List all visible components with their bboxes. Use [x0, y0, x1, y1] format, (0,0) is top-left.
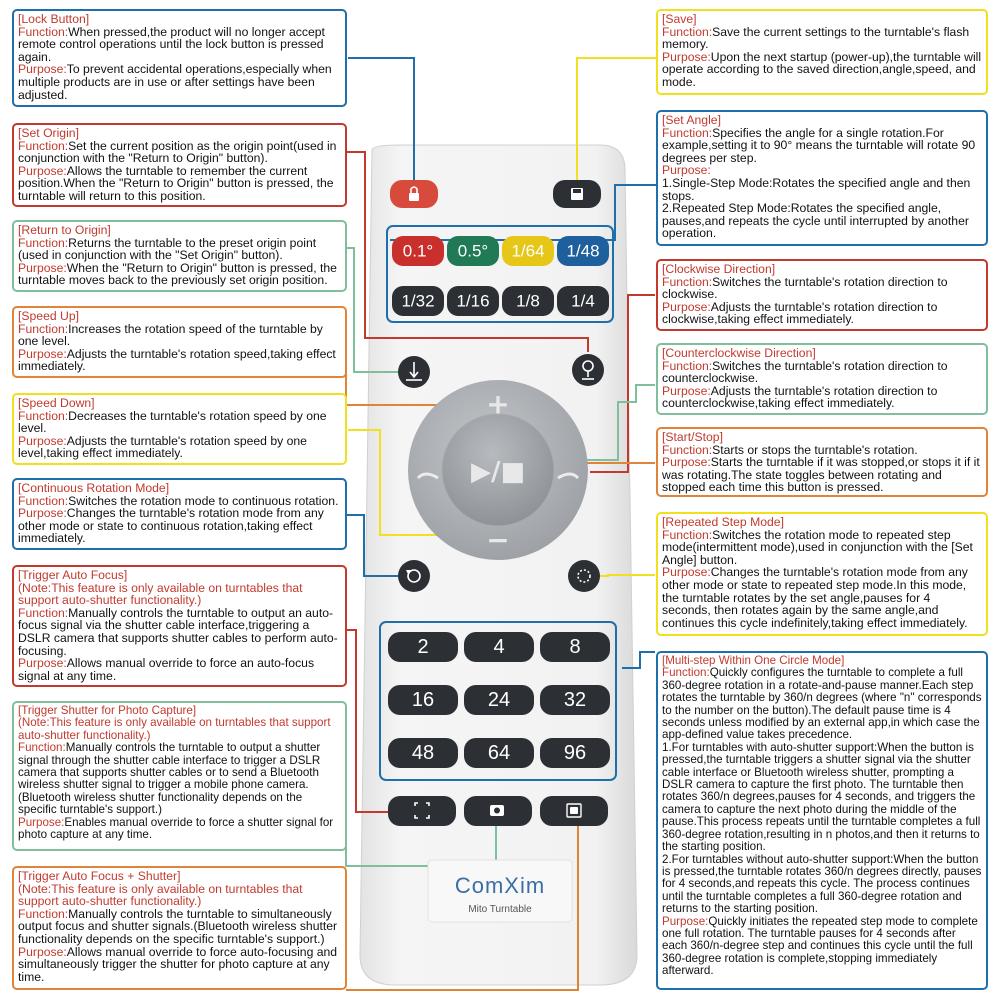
brand-name: ComXim — [454, 873, 546, 898]
function-text: Manually controls the turntable to simultaneously output focus and shutter signals.(Bluetooth wireless shutter functionality depends on the specific turntable's support.) — [18, 906, 338, 946]
function-text: Returns the turntable to the preset origin point (used in conjunction with the "Set Origin" button). — [18, 235, 317, 263]
continuous-rotation-button[interactable] — [398, 560, 430, 592]
callout-return-origin — [12, 220, 347, 292]
function-text: Switches the rotation mode to continuous rotation. — [68, 493, 339, 508]
callout-speed-up — [12, 306, 347, 378]
purpose-text: Starts the turntable if it was stopped,or stops it if it was rotating.The state toggles between rotating and stopped each time this button is pressed. — [662, 455, 980, 495]
purpose-label: Purpose: — [18, 656, 67, 671]
angle-button-label: 1/16 — [456, 291, 490, 311]
angle-button-label: 1/64 — [511, 241, 545, 261]
callout-note: (Note:This feature is only available on turntables that support auto-shutter functionality.) — [18, 580, 303, 608]
function-text: Manually controls the turntable to output an auto-focus signal via the shutter cable interface,triggering a DSLR camera that supports shutter cables to perform auto-focusing. — [18, 605, 338, 658]
function-text: Manually controls the turntable to output a shutter signal through the shutter cable interface to trigger a DSLR camera that supports shutter cables or to send a Bluetooth wireless shutter signal to trigger a mobile phone camera.(Bluetooth wireless shutter functionality depends on the specific turntable's support.) — [18, 741, 321, 817]
function-text: Save the current settings to the turntable's flash memory. — [662, 24, 970, 52]
function-label: Function: — [18, 235, 69, 250]
function-label: Function: — [18, 24, 69, 39]
function-text: Switches the turntable's rotation direction to clockwise. — [662, 274, 948, 302]
purpose-text: Allows the turntable to remember the current position.When the "Return to Origin" button is pressed, the turntable will return to this position. — [18, 163, 334, 203]
multi-step-button-label: 48 — [411, 742, 435, 764]
callout-speed-down — [12, 393, 347, 465]
multi-step-button-label: 16 — [411, 689, 435, 711]
brand-model: Mito Turntable — [468, 904, 532, 915]
purpose-label: Purpose: — [18, 62, 67, 77]
function-label: Function: — [662, 274, 713, 289]
function-label: Function: — [662, 527, 713, 542]
callout-title: [Repeated Step Mode] — [662, 515, 784, 529]
purpose-text: Quickly initiates the repeated step mode to complete one full rotation. The turntable pauses for 4 seconds after each 360/n-degree step and continues this cycle until the full 360-degree rotation is complete,stopping immediately afterward. — [662, 914, 978, 978]
callout-title: [Continuous Rotation Mode] — [18, 481, 170, 495]
callout-multi-step — [656, 651, 988, 990]
purpose-text: Changes the turntable's rotation mode from any other mode or state to repeated step mode.In this mode, the turntable rotates by the set angle,pauses for 4 seconds, then rotates again by the same angle,and continues this cycle indefinitely,taking effect immediately. — [662, 565, 968, 630]
multi-step-button-label: 32 — [563, 689, 587, 711]
purpose-label: Purpose: — [18, 346, 67, 361]
purpose-line-2: 2.Repeated Step Mode:Rotates the specified angle, pauses,and repeats the cycle until interrupted by another operation. — [662, 201, 969, 241]
function-label: Function: — [662, 24, 713, 39]
multi-step-button-label: 4 — [493, 636, 505, 658]
purpose-label: Purpose: — [662, 299, 711, 314]
function-text: Switches the turntable's rotation direction to counterclockwise. — [662, 358, 948, 386]
callout-save — [656, 9, 988, 95]
speed-down-button[interactable]: − — [486, 523, 510, 557]
angle-button-label: 1/32 — [401, 291, 435, 311]
callout-trigger-shutter — [12, 701, 347, 851]
function-line-2: 2.For turntables without auto-shutter support:When the button is pressed,the turntable rotates 360/n degrees directly, pauses for 4 seconds,and repeats this cycle. The process continues until the turntable completes a full 360-degree rotation and returns to the starting position. — [662, 852, 982, 916]
purpose-label: Purpose: — [18, 163, 67, 178]
callout-title: [Lock Button] — [18, 12, 90, 26]
function-label: Function: — [18, 906, 69, 921]
purpose-text: Adjusts the turntable's rotation direction to counterclockwise,taking effect immediately. — [662, 383, 938, 411]
purpose-label: Purpose: — [18, 506, 67, 521]
purpose-label: Purpose: — [662, 163, 711, 178]
function-text: When pressed,the product will no longer accept remote control operations until the lock button is pressed again. — [18, 24, 325, 64]
purpose-text: Upon the next startup (power-up),the turntable will operate according to the saved direction,angle,speed, and mode. — [662, 49, 982, 89]
function-label: Function: — [662, 358, 713, 373]
callout-note: (Note:This feature is only available on turntables that support auto-shutter functionality.) — [18, 716, 331, 742]
function-line-1: 1.For turntables with auto-shutter support:When the button is pressed,the turntable triggers a shutter signal via the shutter cable interface or Bluetooth wireless shutter, prompting a DSLR camera to capture the first photo. The turntable then rotates 360/n degrees,pauses for 4 seconds, and triggers the camera to capture the next photo during the middle of the pause.This process repeats until the turntable completes a full 360-degree rotation,resulting in n photos,and then it returns to the starting position. — [662, 740, 981, 854]
purpose-label: Purpose: — [662, 49, 711, 64]
function-text: Switches the rotation mode to repeated step mode(intermittent mode),used in conjunction with the [Set Angle] button. — [662, 527, 973, 567]
function-text: Starts or stops the turntable's rotation. — [712, 442, 918, 457]
purpose-label: Purpose: — [662, 383, 711, 398]
purpose-line-1: 1.Single-Step Mode:Rotates the specified angle and then stops. — [662, 175, 971, 203]
callout-trigger-auto-focus — [12, 565, 347, 687]
callout-title: [Speed Up] — [18, 309, 79, 323]
callout-counterclockwise — [656, 343, 988, 415]
purpose-text: Adjusts the turntable's rotation speed,taking effect immediately. — [18, 346, 336, 374]
camera-icon — [490, 805, 504, 816]
function-text: Decreases the turntable's rotation speed by one level. — [18, 408, 327, 436]
purpose-label: Purpose: — [662, 914, 709, 928]
callout-title: [Start/Stop] — [662, 430, 723, 444]
purpose-label: Purpose: — [18, 815, 65, 829]
function-text: Increases the rotation speed of the turntable by one level. — [18, 321, 323, 349]
callout-repeated-step — [656, 512, 988, 636]
callout-clockwise — [656, 259, 988, 331]
speed-up-button[interactable]: + — [486, 387, 510, 421]
purpose-text: Adjusts the turntable's rotation direction to clockwise,taking effect immediately. — [662, 299, 938, 327]
function-label: Function: — [662, 666, 710, 680]
function-text: Quickly configures the turntable to complete a full 360-degree rotation in a rotate-and-pause manner.Each step rotates the turntable by 360/n degrees (where "n" corresponds to the number on the button).The default pause time is 4 seconds unless modified by an external app,in which case the app-defined value takes precedence. — [662, 666, 982, 742]
callout-title: [Set Angle] — [662, 113, 721, 127]
function-label: Function: — [662, 125, 713, 140]
angle-button-label: 0.5° — [457, 241, 489, 261]
callout-title: [Trigger Shutter for Photo Capture] — [18, 704, 197, 717]
callout-title: [Counterclockwise Direction] — [662, 346, 816, 360]
set-origin-button[interactable] — [572, 354, 604, 386]
callout-trigger-focus-shutter — [12, 866, 347, 990]
callout-note: (Note:This feature is only available on turntables that support auto-shutter functionality.) — [18, 881, 303, 909]
callout-set-angle — [656, 110, 988, 246]
repeated-step-button[interactable] — [568, 560, 600, 592]
callout-title: [Multi-step Within One Circle Mode] — [662, 654, 845, 667]
callout-title: [Set Origin] — [18, 126, 79, 140]
callout-title: [Trigger Auto Focus + Shutter] — [18, 869, 181, 883]
callout-title: [Speed Down] — [18, 396, 95, 410]
save-icon — [571, 188, 583, 200]
purpose-text: Adjusts the turntable's rotation speed by one level,taking effect immediately. — [18, 433, 307, 461]
function-label: Function: — [662, 442, 713, 457]
function-label: Function: — [18, 408, 69, 423]
function-label: Function: — [18, 138, 69, 153]
function-text: Specifies the angle for a single rotation.For example,setting it to 90° means the turntable will rotate 90 degrees per step. — [662, 125, 976, 165]
callout-continuous-rotation — [12, 478, 347, 550]
callout-title: [Trigger Auto Focus] — [18, 568, 128, 582]
connector-repeated-step — [600, 575, 655, 576]
purpose-label: Purpose: — [18, 433, 67, 448]
angle-button-label: 0.1° — [402, 241, 434, 261]
function-label: Function: — [18, 741, 66, 755]
purpose-text: Changes the turntable's rotation mode from any other mode or state to continuous rotation,taking effect immediately. — [18, 506, 324, 546]
angle-button-label: 1/4 — [571, 291, 595, 311]
auto-focus-button[interactable] — [388, 796, 456, 826]
function-label: Function: — [18, 321, 69, 336]
callout-start-stop — [656, 427, 988, 497]
purpose-label: Purpose: — [18, 944, 67, 959]
purpose-text: Allows manual override to force auto-focusing and simultaneously trigger the shutter for photo capture at any time. — [18, 944, 338, 984]
function-label: Function: — [18, 493, 69, 508]
callout-title: [Clockwise Direction] — [662, 262, 776, 276]
multi-step-button-label: 64 — [487, 742, 511, 764]
multi-step-button-label: 96 — [563, 742, 587, 764]
multi-step-button-label: 24 — [487, 689, 511, 711]
callout-title: [Return to Origin] — [18, 223, 111, 237]
purpose-text: Enables manual override to force a shutter signal for photo capture at any time. — [18, 815, 334, 842]
purpose-label: Purpose: — [662, 455, 711, 470]
callout-title: [Save] — [662, 12, 697, 26]
purpose-text: When the "Return to Origin" button is pressed, the turntable moves back to the previously set origin position. — [18, 260, 337, 288]
function-label: Function: — [18, 605, 69, 620]
purpose-label: Purpose: — [662, 565, 711, 580]
purpose-text: To prevent accidental operations,especially when multiple products are in use or after settings have been adjusted. — [18, 62, 332, 102]
callout-set-origin — [12, 123, 347, 207]
start-stop-symbol: ▶/■ — [470, 457, 526, 487]
purpose-text: Allows manual override to force an auto-focus signal at any time. — [18, 656, 315, 683]
multi-step-button-label: 8 — [569, 636, 581, 658]
purpose-label: Purpose: — [18, 260, 67, 275]
angle-button-label: 1/8 — [516, 291, 540, 311]
function-text: Set the current position as the origin point(used in conjunction with the "Return to Origin" button). — [18, 138, 337, 166]
multi-step-button-label: 2 — [417, 636, 429, 658]
callout-lock-button — [12, 9, 347, 107]
angle-button-label: 1/48 — [566, 241, 600, 261]
